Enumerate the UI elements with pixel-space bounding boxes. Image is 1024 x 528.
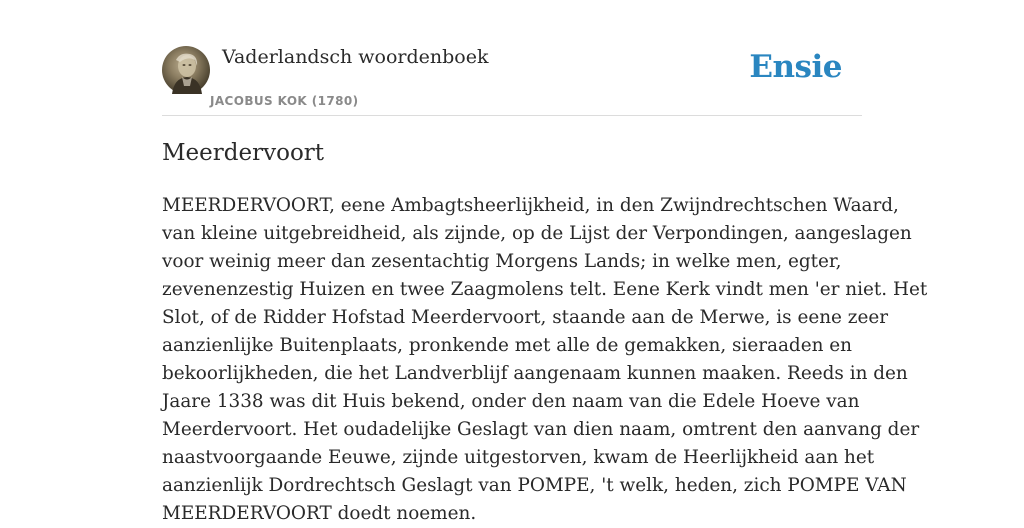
entry-text-line: Jaare 1338 was dit Huis bekend, onder den naam van die Edele Hoeve van	[162, 391, 860, 412]
entry-text-line: voor weinig meer dan zesentachtig Morgens Lands; in welke men, egter,	[162, 251, 842, 272]
book-title[interactable]: Vaderlandsch woordenboek	[222, 46, 489, 68]
entry-text	[162, 192, 928, 528]
header	[162, 0, 862, 116]
entry-text-line: naastvoorgaande Eeuwe, zijnde uitgestorven, kwam de Heerlijkheid aan het	[162, 447, 875, 468]
content-container	[162, 0, 928, 524]
entry-text-line: MEERDERVOORT doedt noemen.	[162, 503, 477, 524]
entry-title: Meerdervoort	[162, 140, 325, 166]
entry-text-line: aanzienlijke Buitenplaats, pronkende met alle de gemakken, sieraaden en	[162, 335, 853, 356]
portrait-avatar-icon[interactable]	[162, 46, 210, 94]
ensie-logo[interactable]: Ensie	[749, 49, 842, 85]
entry-text-line: van kleine uitgebreidheid, als zijnde, op de Lijst der Verpondingen, aangeslagen	[162, 223, 912, 244]
entry-text-line: aanzienlijk Dordrechtsch Geslagt van POMPE, 't welk, heden, zich POMPE VAN	[162, 475, 907, 496]
author-label: JACOBUS KOK (1780)	[210, 94, 359, 108]
entry-text-line: Slot, of de Ridder Hofstad Meerdervoort, staande aan de Merwe, is eene zeer	[162, 307, 889, 328]
entry-text-line: zevenenzestig Huizen en twee Zaagmolens telt. Eene Kerk vindt men 'er niet. Het	[162, 279, 928, 300]
entry-text-line: bekoorlijkheden, die het Landverblijf aangenaam kunnen maaken. Reeds in den	[162, 363, 908, 384]
entry-text-line: Meerdervoort. Het oudadelijke Geslagt van dien naam, omtrent den aanvang der	[162, 419, 920, 440]
entry-text-line: MEERDERVOORT, eene Ambagtsheerlijkheid, in den Zwijndrechtschen Waard,	[162, 195, 899, 216]
